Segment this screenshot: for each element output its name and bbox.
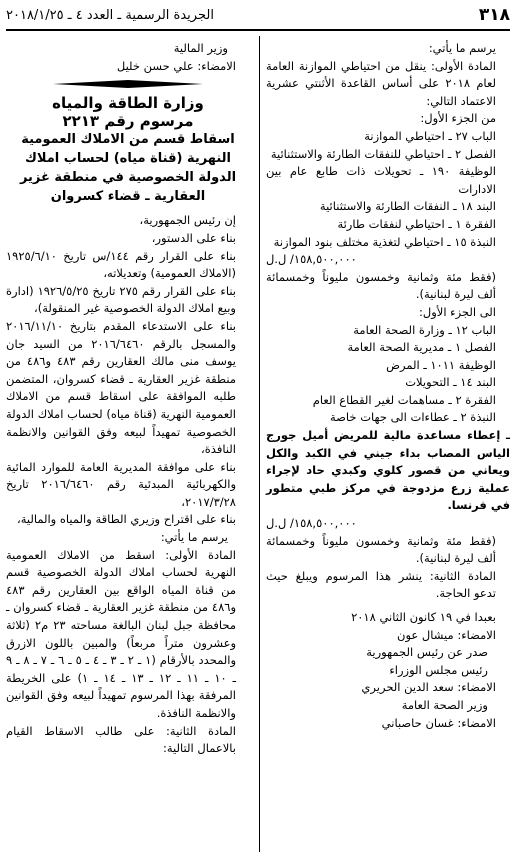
aid-description: ـ إعطاء مساعدة مالية للمريض أميل جورج الياس المصاب بداء جيني في الكبد والكل ويعاني من قصور كلوي وكبدي حاد لإجراء عملية زرع مزدوجة في مركز طبي متطور في فرنسا.	[266, 428, 510, 513]
budget-line: الفصل ٢ ـ احتياطي للنفقات الطارئة والاستثنائية	[270, 146, 496, 161]
article-two: المادة الثانية: على طالب الاسقاط القيام بالاعمال التالية:	[6, 723, 236, 756]
article-one: المادة الأولى: اسقط من الاملاك العمومية النهرية لحساب املاك الدولة الخصوصية قسم من قناة المياه الواقع بين العقارين رقم ٤٨٣ و٤٨٦ من منطقة غزير العقارية ـ قضاء كسروان ـ محافظة جبل لبنان البالغة مساحته ٢٣ م٢ (ثلاثة وعشرون متراً مربعاً) والمبين باللون الازرق والمحدد بالأرقام (١ ـ ٢ ـ ٣ ـ ٤ ـ ٥ ـ ٦ ـ ٧ ـ ٨ ـ ٩ ـ ١٠ ـ ١١ ـ ١٢ ـ ١٣ ـ ١٤ ـ ١) على الخريطة المرفقة بهذا المرسوم تمهيداً لبيعه وفق القوانين والانظمة النافذة.	[6, 547, 237, 720]
amount-words: (فقط مئة وثمانية وخمسون مليوناً وخمسمائة ألف ليرة لبنانية).	[266, 533, 496, 566]
to-part-one: الى الجزء الأول:	[418, 304, 496, 319]
budget-line: الفصل ١ ـ مديرية الصحة العامة	[347, 340, 496, 355]
page-header	[6, 5, 510, 27]
amount: ١٥٨,٥٠٠,٠٠٠/ ل.ل	[266, 516, 357, 531]
budget-line: الوظيفة ١٠١١ ـ المرض	[386, 357, 496, 372]
article-two: المادة الثانية: ينشر هذا المرسوم ويبلغ حيث تدعو الحاجة.	[266, 568, 496, 601]
place-date: بعبدا في ١٩ كانون الثاني ٢٠١٨	[351, 610, 496, 624]
signature: الامضاء: علي حسن خليل	[116, 58, 236, 73]
budget-line: النبذة ١٥ ـ احتياطي لتغذية مختلف بنود الموازنة	[273, 234, 496, 249]
decree-intro: يرسم ما يأتي:	[160, 530, 228, 545]
preamble-line: بناء على الاستدعاء المقدم بتاريخ ٢٠١٦/١١/١٠ والمسجل بالرقم ٢٠١٦/٦٤٦٠ من السيد جان يوسف منى مالك العقارين رقم ٤٨٣ و٤٨٦ من منطقة غزير العقارية ـ قضاء كسروان، المتضمن طلبه الموافقة على اسقاط قسم من الاملاك العمومية النهرية (قناة مياه) لحساب املاك الدولة الخصوصية تمهيداً لبيعه وفق القوانين والانظمة النافذة،	[6, 318, 237, 457]
signature: الامضاء: سعد الدين الحريري	[361, 680, 496, 695]
section-separator	[53, 79, 203, 89]
budget-line: الباب ١٢ ـ وزارة الصحة العامة	[353, 322, 496, 337]
budget-line: النبذة ٢ ـ عطاءات الى جهات خاصة	[330, 410, 496, 425]
signature: الامضاء: غسان حاصباني	[381, 715, 496, 730]
budget-line: الباب ٢٧ ـ احتياطي الموازنة	[364, 128, 496, 143]
ministry-title: وزارة الطاقة والمياه	[52, 94, 204, 113]
preamble-line: بناء على الدستور،	[151, 230, 236, 245]
decree-intro: يرسم ما يأتي:	[428, 41, 496, 55]
budget-line: البند ١٨ ـ النفقات الطارئة والاستثنائية	[319, 199, 496, 214]
preamble-line: بناء على موافقة المديرية العامة للموارد المائية والكهربائية المبدئية رقم ٢٠١٦/٦٤٦٠ تاريخ ٢٠١٧/٣/٢٨،	[6, 459, 236, 509]
preamble-line: بناء على اقتراح وزيري الطاقة والمياه والمالية،	[16, 512, 236, 527]
minister-title: وزير الصحة العامة	[401, 697, 488, 712]
budget-line: الوظيفة ١٩٠ ـ تحويلات ذات طابع عام بين الادارات	[266, 164, 496, 196]
header-rule	[6, 29, 510, 31]
budget-line: الفقرة ٢ ـ مساهمات لغير القطاع العام	[312, 392, 496, 407]
signature: الامضاء: ميشال عون	[397, 627, 496, 642]
amount: ١٥٨,٥٠٠,٠٠٠/ ل.ل	[266, 252, 357, 267]
from-part-one: من الجزء الأول:	[420, 111, 496, 126]
preamble-line: بناء على القرار رقم ٢٧٥ تاريخ ١٩٢٦/٥/٢٥ (ادارة وبيع املاك الدولة الخصوصية غير المنقولة)،	[6, 283, 236, 316]
decree-subject: اسقاط قسم من الاملاك العمومية النهرية (قناة مياه) لحساب املاك الدولة الخصوصية في منطقة غزير العقارية ـ قضاء كسروان	[19, 132, 237, 205]
left-column	[6, 40, 250, 758]
article-one: المادة الأولى: ينقل من احتياطي الموازنة العامة لعام ٢٠١٨ على أساس القاعدة الأثنتي عشرية الاعتماد التالي:	[266, 58, 496, 108]
pm-title: رئيس مجلس الوزراء	[389, 662, 488, 677]
column-divider	[259, 36, 260, 852]
issued-by: صدر عن رئيس الجمهورية	[366, 645, 488, 660]
decree-number: مرسوم رقم ٢٢١٣	[62, 111, 194, 130]
preamble-line: بناء على القرار رقم ١٤٤/س تاريخ ١٩٢٥/٦/١٠ (الاملاك العمومية) وتعديلاته،	[6, 248, 237, 281]
budget-line: البند ١٤ ـ التحويلات	[405, 375, 496, 390]
budget-line: الفقرة ١ ـ احتياطي لنفقات طارئة	[337, 216, 496, 231]
gazette-title: الجريدة الرسمية ـ العدد ٤ ـ ٢٠١٨/١/٢٥	[6, 8, 214, 23]
page-number: ٣١٨	[478, 5, 510, 25]
amount-words: (فقط مئة وثمانية وخمسون مليوناً وخمسمائة ألف ليرة لبنانية).	[266, 269, 496, 302]
minister-title: وزير المالية	[173, 41, 228, 55]
right-column	[266, 40, 510, 732]
preamble-line: إن رئيس الجمهورية،	[139, 213, 236, 228]
